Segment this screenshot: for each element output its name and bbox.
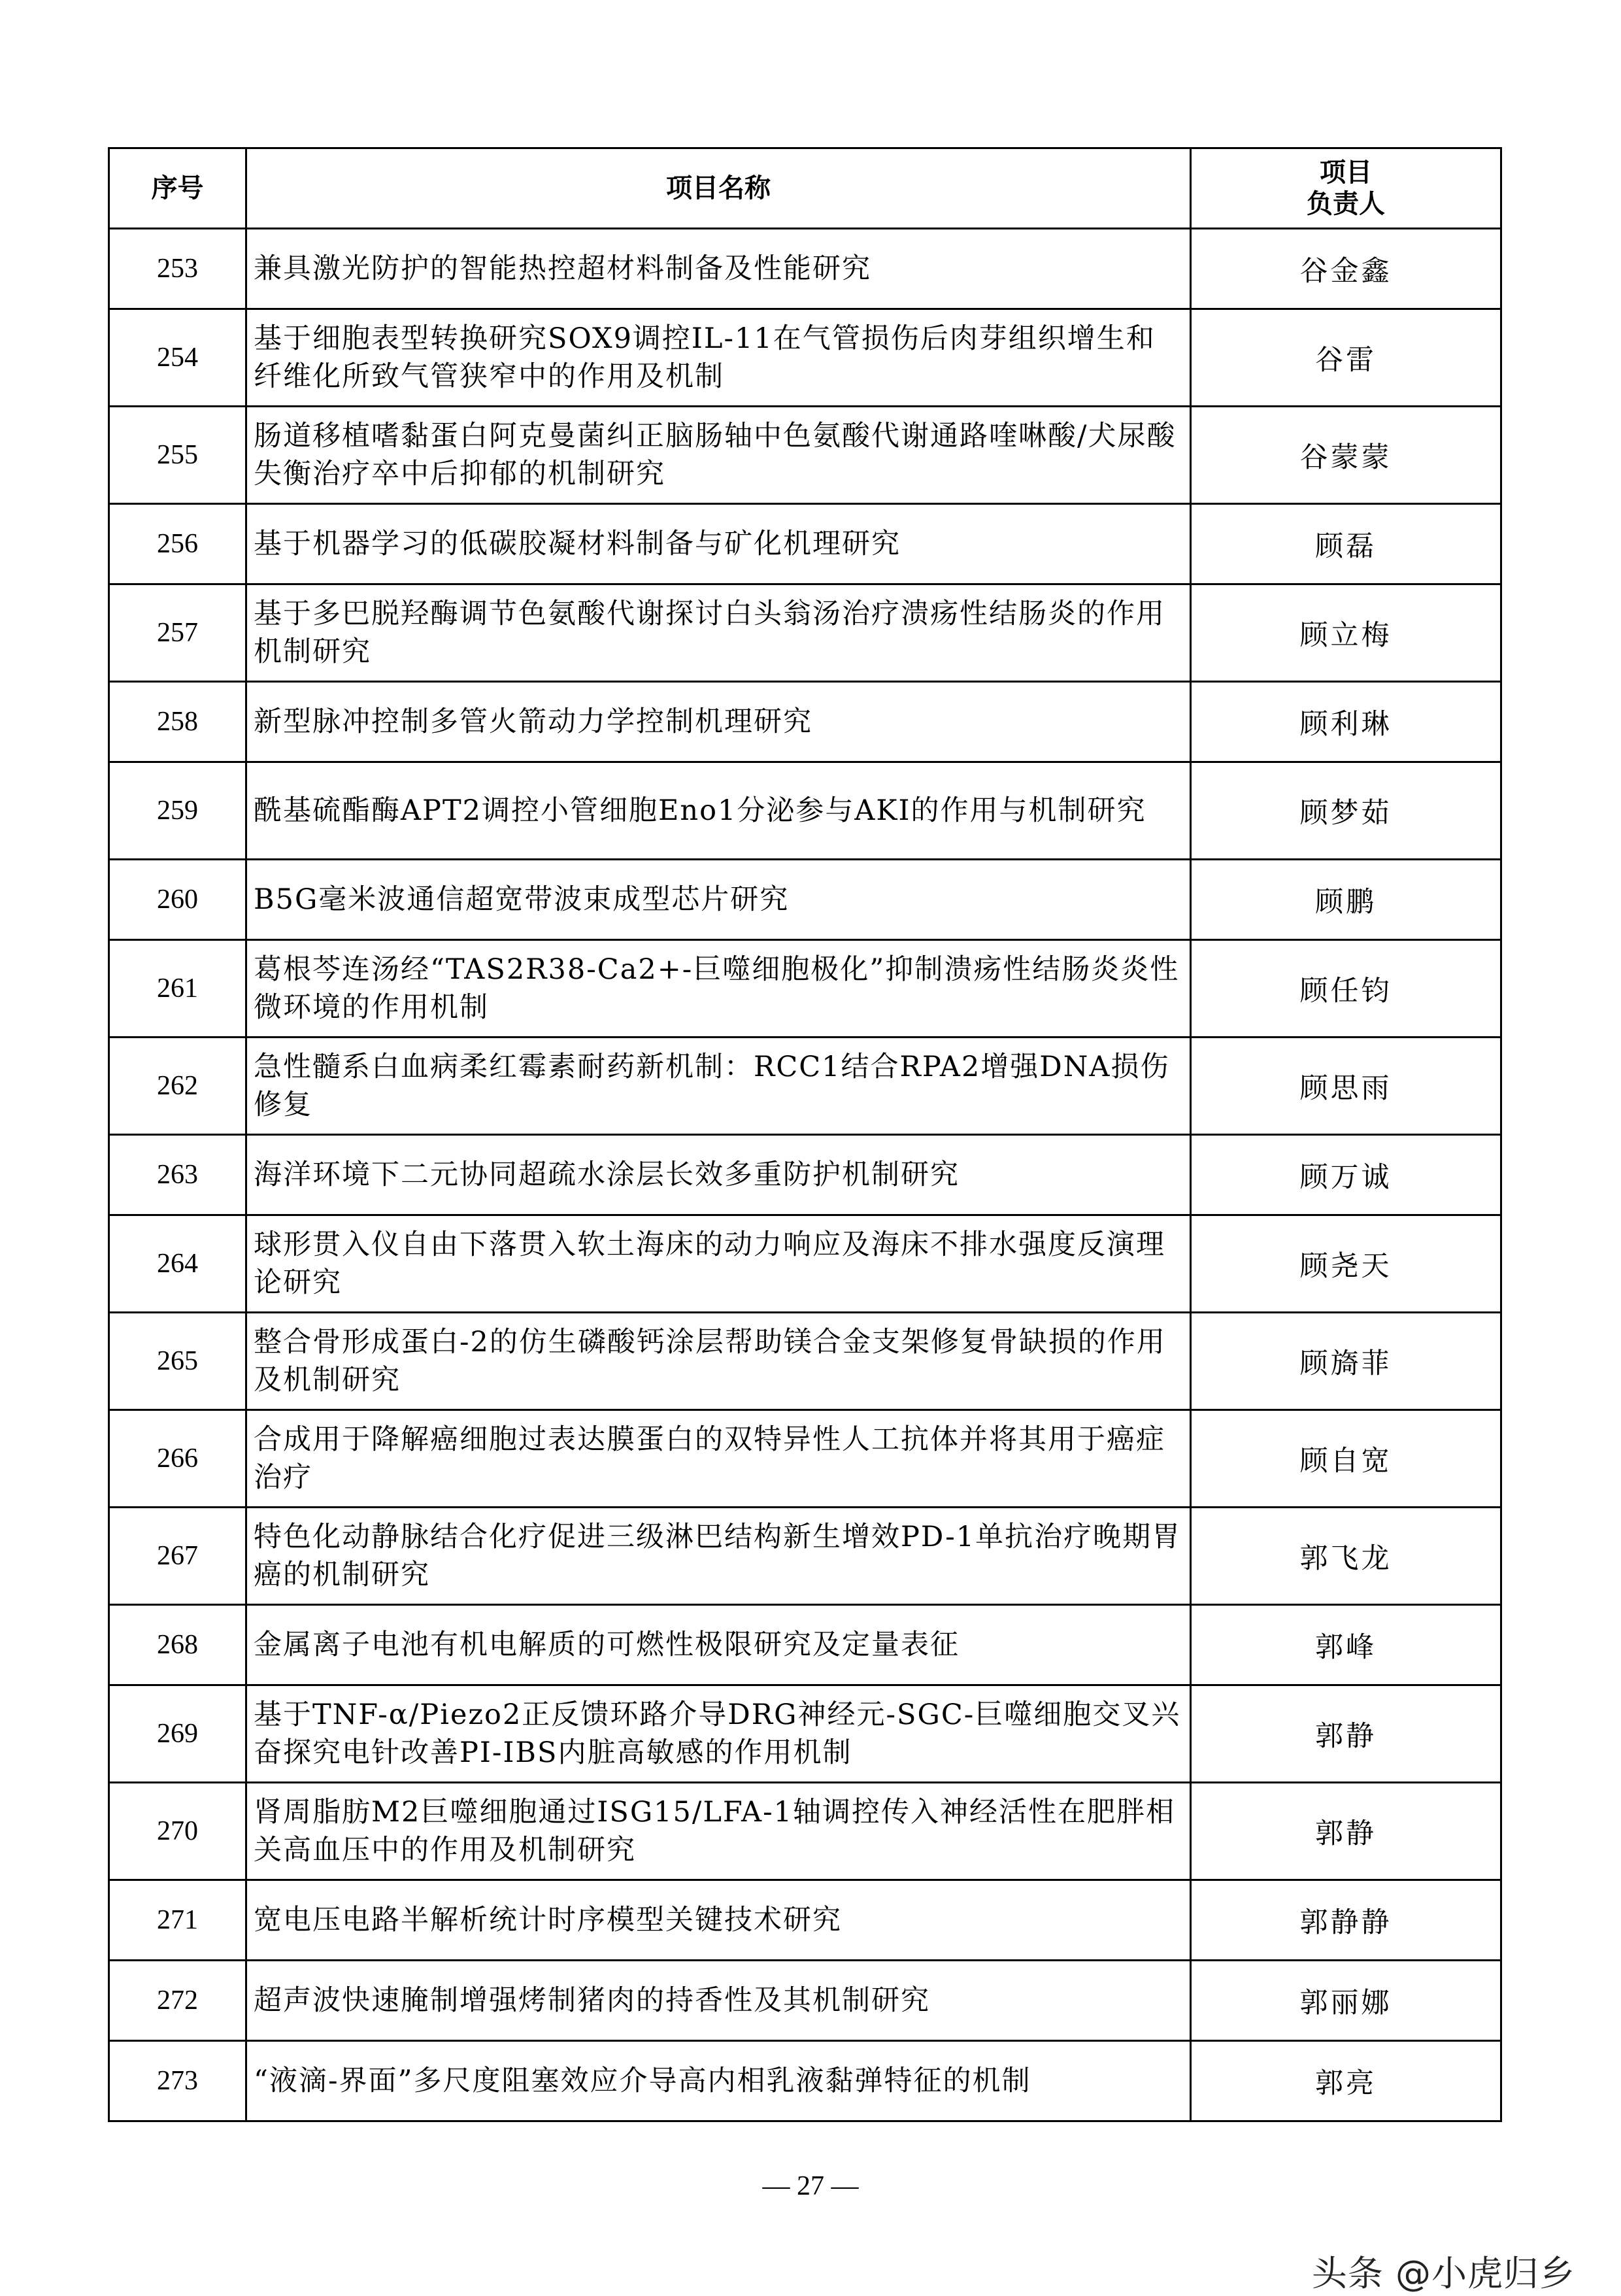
table-row bbox=[109, 860, 1501, 940]
row-number: 260 bbox=[109, 860, 246, 940]
table-row bbox=[109, 1215, 1501, 1313]
row-project-name: 超声波快速腌制增强烤制猪肉的持香性及其机制研究 bbox=[246, 1961, 1191, 2041]
row-project-name: 基于TNF-α/Piezo2正反馈环路介导DRG神经元-SGC-巨噬细胞交叉兴奋探究电针改善PI-IBS内脏高敏感的作用机制 bbox=[246, 1685, 1191, 1783]
row-project-name: 特色化动静脉结合化疗促进三级淋巴结构新生增效PD-1单抗治疗晚期胃癌的机制研究 bbox=[246, 1508, 1191, 1605]
table-row bbox=[109, 1508, 1501, 1605]
row-leader: 顾立梅 bbox=[1191, 584, 1501, 682]
table-row bbox=[109, 2041, 1501, 2121]
header-leader-line1: 项目 bbox=[1320, 158, 1372, 188]
row-number: 261 bbox=[109, 940, 246, 1038]
row-number: 253 bbox=[109, 229, 246, 309]
row-leader: 郭静 bbox=[1191, 1783, 1501, 1880]
row-project-name: 整合骨形成蛋白-2的仿生磷酸钙涂层帮助镁合金支架修复骨缺损的作用及机制研究 bbox=[246, 1313, 1191, 1410]
row-leader: 郭峰 bbox=[1191, 1605, 1501, 1685]
row-number: 270 bbox=[109, 1783, 246, 1880]
row-project-name: 基于多巴脱羟酶调节色氨酸代谢探讨白头翁汤治疗溃疡性结肠炎的作用机制研究 bbox=[246, 584, 1191, 682]
row-number: 257 bbox=[109, 584, 246, 682]
table-row bbox=[109, 1605, 1501, 1685]
row-leader: 谷雷 bbox=[1191, 309, 1501, 407]
row-leader: 顾利琳 bbox=[1191, 682, 1501, 762]
table-row bbox=[109, 309, 1501, 407]
row-leader: 顾思雨 bbox=[1191, 1038, 1501, 1135]
table-row bbox=[109, 682, 1501, 762]
table-row bbox=[109, 1135, 1501, 1215]
row-leader: 顾万诚 bbox=[1191, 1135, 1501, 1215]
table-row bbox=[109, 407, 1501, 504]
project-table bbox=[108, 147, 1502, 2122]
row-project-name: 急性髓系白血病柔红霉素耐药新机制：RCC1结合RPA2增强DNA损伤修复 bbox=[246, 1038, 1191, 1135]
row-project-name: 肾周脂肪M2巨噬细胞通过ISG15/LFA-1轴调控传入神经活性在肥胖相关高血压中的作用及机制研究 bbox=[246, 1783, 1191, 1880]
header-project-leader bbox=[1191, 148, 1501, 229]
row-leader: 郭静静 bbox=[1191, 1880, 1501, 1961]
table-row bbox=[109, 1685, 1501, 1783]
table-header-row bbox=[109, 148, 1501, 229]
row-leader: 郭丽娜 bbox=[1191, 1961, 1501, 2041]
table-row bbox=[109, 1410, 1501, 1508]
row-project-name: 球形贯入仪自由下落贯入软土海床的动力响应及海床不排水强度反演理论研究 bbox=[246, 1215, 1191, 1313]
row-number: 262 bbox=[109, 1038, 246, 1135]
table-row bbox=[109, 762, 1501, 860]
row-leader: 顾鹏 bbox=[1191, 860, 1501, 940]
row-project-name: 宽电压电路半解析统计时序模型关键技术研究 bbox=[246, 1880, 1191, 1961]
row-number: 255 bbox=[109, 407, 246, 504]
row-leader: 顾梦茹 bbox=[1191, 762, 1501, 860]
row-project-name: 基于机器学习的低碳胶凝材料制备与矿化机理研究 bbox=[246, 504, 1191, 584]
table-row bbox=[109, 1783, 1501, 1880]
row-number: 267 bbox=[109, 1508, 246, 1605]
table-row bbox=[109, 1313, 1501, 1410]
source-watermark: 头条 @小虎归乡 bbox=[1311, 2253, 1575, 2294]
table-row bbox=[109, 940, 1501, 1038]
row-project-name: 肠道移植嗜黏蛋白阿克曼菌纠正脑肠轴中色氨酸代谢通路喹啉酸/犬尿酸失衡治疗卒中后抑郁的机制研究 bbox=[246, 407, 1191, 504]
row-leader: 郭静 bbox=[1191, 1685, 1501, 1783]
row-leader: 顾旖菲 bbox=[1191, 1313, 1501, 1410]
table-row bbox=[109, 1880, 1501, 1961]
header-leader-line2: 负责人 bbox=[1307, 189, 1385, 219]
row-project-name: 新型脉冲控制多管火箭动力学控制机理研究 bbox=[246, 682, 1191, 762]
row-number: 264 bbox=[109, 1215, 246, 1313]
row-leader: 谷金鑫 bbox=[1191, 229, 1501, 309]
row-leader: 顾尧天 bbox=[1191, 1215, 1501, 1313]
row-number: 269 bbox=[109, 1685, 246, 1783]
row-project-name: 基于细胞表型转换研究SOX9调控IL-11在气管损伤后肉芽组织增生和纤维化所致气管狭窄中的作用及机制 bbox=[246, 309, 1191, 407]
row-project-name: 合成用于降解癌细胞过表达膜蛋白的双特异性人工抗体并将其用于癌症治疗 bbox=[246, 1410, 1191, 1508]
table-row bbox=[109, 1961, 1501, 2041]
row-leader: 顾任钧 bbox=[1191, 940, 1501, 1038]
row-leader: 郭飞龙 bbox=[1191, 1508, 1501, 1605]
row-project-name: B5G毫米波通信超宽带波束成型芯片研究 bbox=[246, 860, 1191, 940]
row-leader: 谷蒙蒙 bbox=[1191, 407, 1501, 504]
row-number: 263 bbox=[109, 1135, 246, 1215]
row-leader: 郭亮 bbox=[1191, 2041, 1501, 2121]
header-project-name: 项目名称 bbox=[246, 148, 1191, 229]
row-project-name: 葛根芩连汤经“TAS2R38-Ca2+-巨噬细胞极化”抑制溃疡性结肠炎炎性微环境的作用机制 bbox=[246, 940, 1191, 1038]
row-leader: 顾自宽 bbox=[1191, 1410, 1501, 1508]
table-row bbox=[109, 1038, 1501, 1135]
row-number: 254 bbox=[109, 309, 246, 407]
header-number: 序号 bbox=[109, 148, 246, 229]
page-number: — 27 — bbox=[762, 2171, 859, 2201]
row-number: 265 bbox=[109, 1313, 246, 1410]
row-project-name: 兼具激光防护的智能热控超材料制备及性能研究 bbox=[246, 229, 1191, 309]
row-leader: 顾磊 bbox=[1191, 504, 1501, 584]
row-number: 271 bbox=[109, 1880, 246, 1961]
row-project-name: “液滴-界面”多尺度阻塞效应介导高内相乳液黏弹特征的机制 bbox=[246, 2041, 1191, 2121]
row-number: 256 bbox=[109, 504, 246, 584]
row-number: 259 bbox=[109, 762, 246, 860]
row-number: 268 bbox=[109, 1605, 246, 1685]
row-number: 273 bbox=[109, 2041, 246, 2121]
row-project-name: 海洋环境下二元协同超疏水涂层长效多重防护机制研究 bbox=[246, 1135, 1191, 1215]
table-row bbox=[109, 584, 1501, 682]
table-row bbox=[109, 504, 1501, 584]
row-project-name: 金属离子电池有机电解质的可燃性极限研究及定量表征 bbox=[246, 1605, 1191, 1685]
row-number: 272 bbox=[109, 1961, 246, 2041]
row-number: 266 bbox=[109, 1410, 246, 1508]
row-number: 258 bbox=[109, 682, 246, 762]
table-row bbox=[109, 229, 1501, 309]
row-project-name: 酰基硫酯酶APT2调控小管细胞Eno1分泌参与AKI的作用与机制研究 bbox=[246, 762, 1191, 860]
